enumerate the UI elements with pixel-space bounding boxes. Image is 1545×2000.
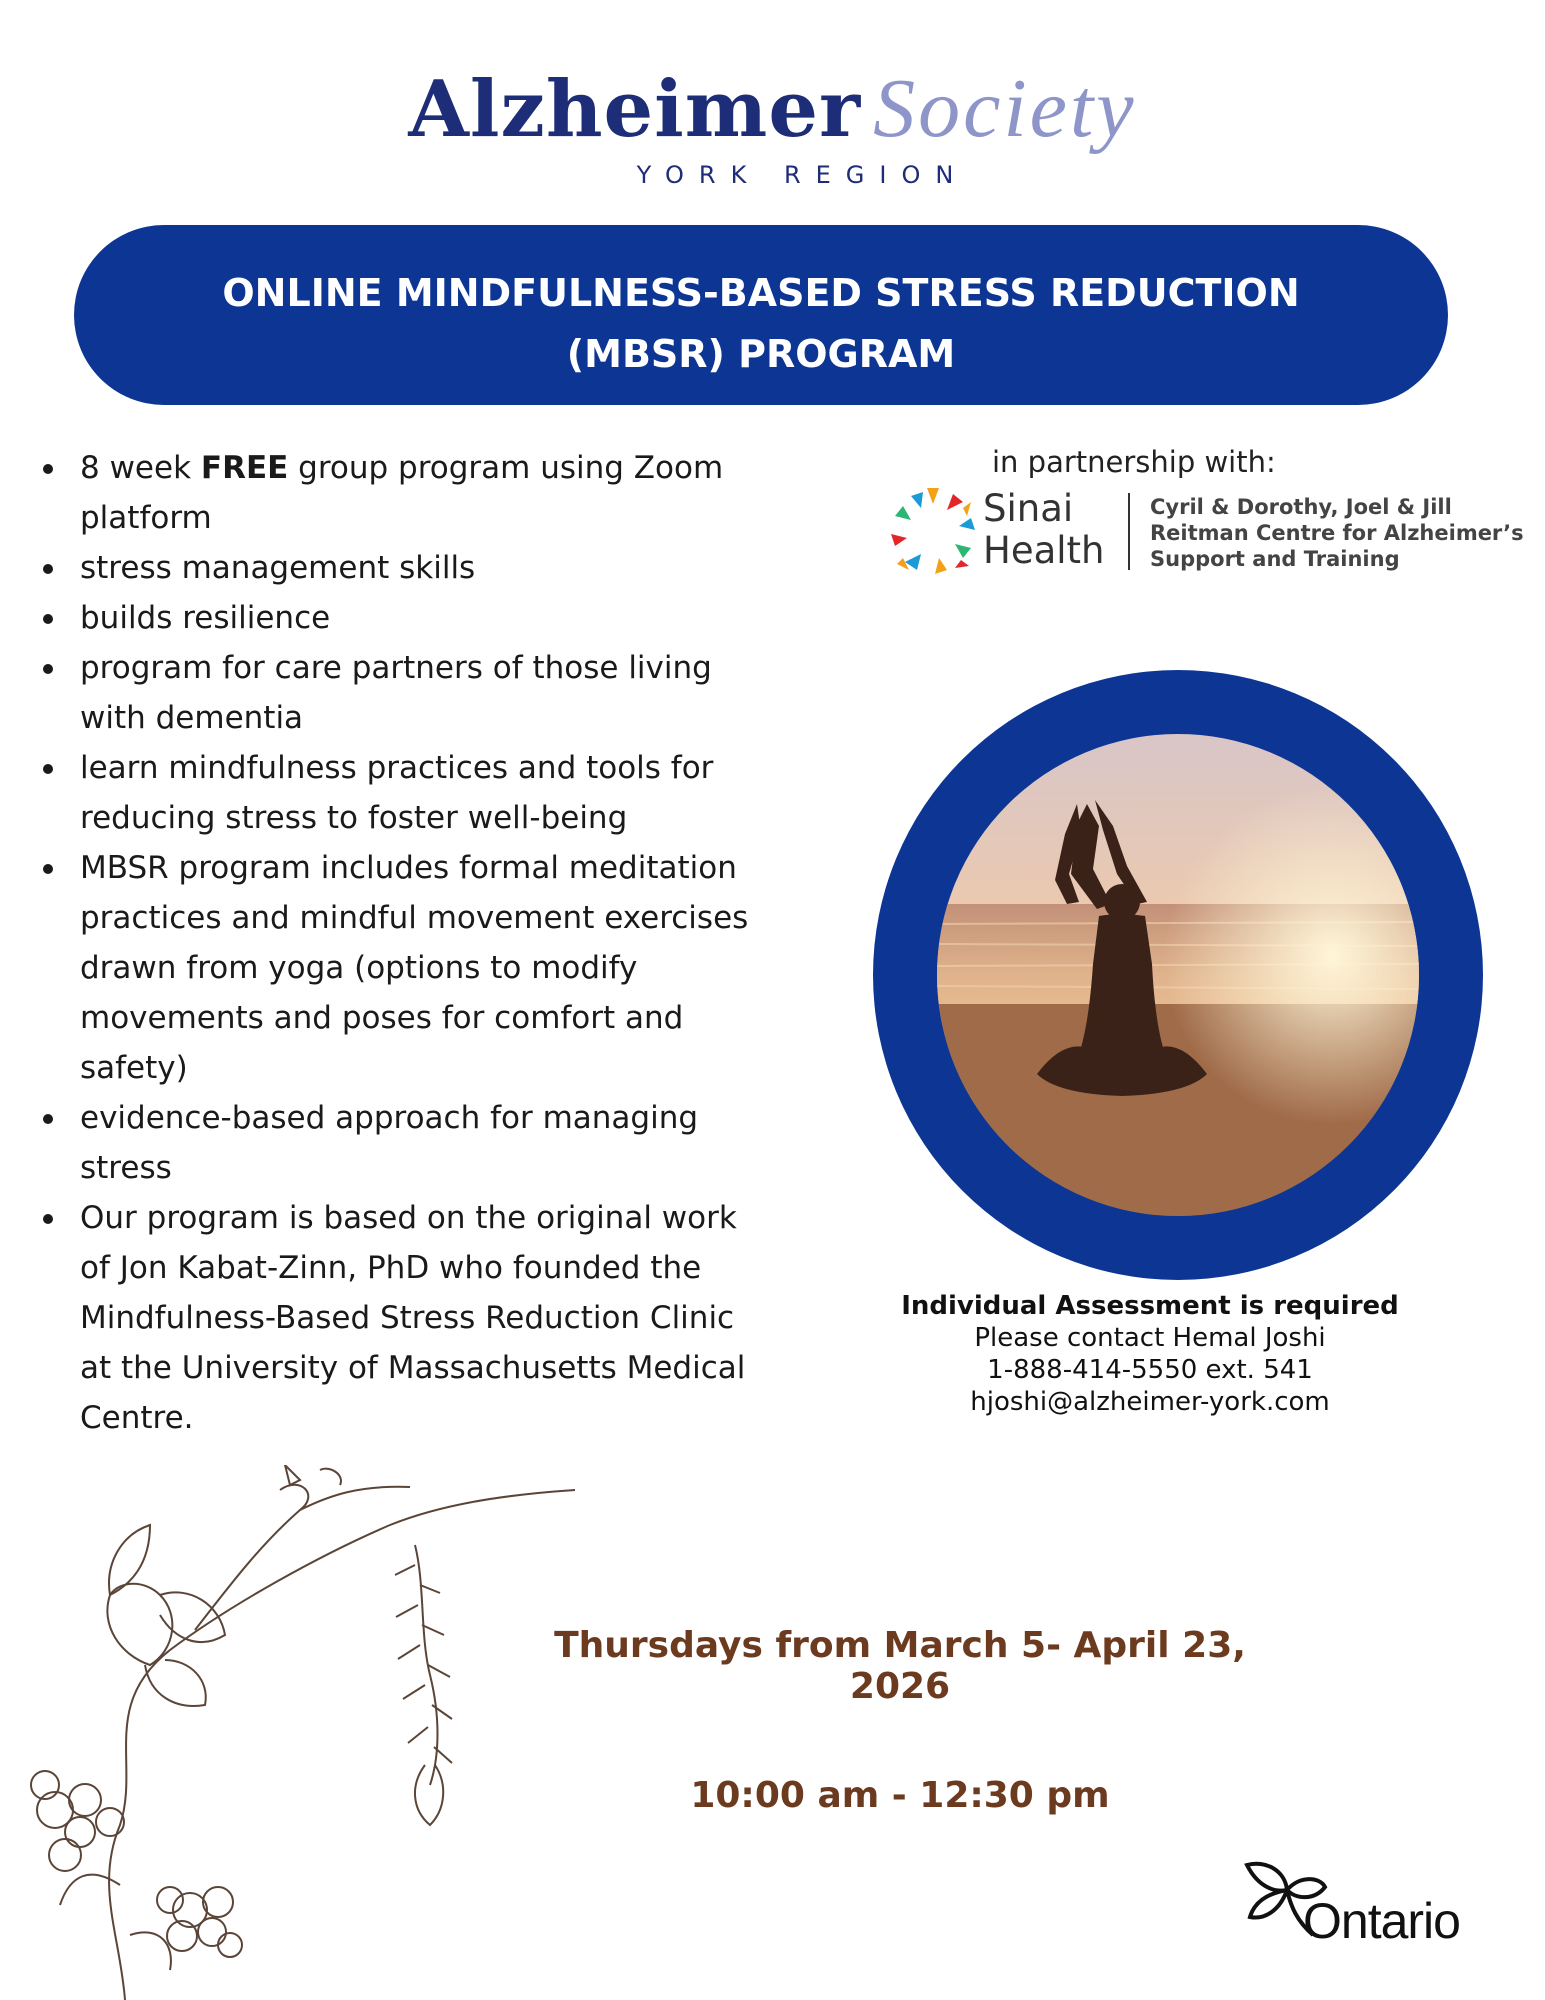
bullet-text-pre: 8 week	[80, 450, 201, 486]
logo-region-text: YORK REGION	[636, 161, 969, 189]
list-item: learn mindfulness practices and tools for reducing stress to foster well-being	[40, 743, 760, 843]
floral-illustration	[0, 1465, 590, 2000]
schedule-block	[520, 1625, 1280, 1816]
program-features-list	[40, 443, 760, 1443]
list-item: stress management skills	[40, 543, 760, 593]
reitman-line2: Reitman Centre for Alzheimer’s	[1150, 521, 1524, 545]
logo-main-text: Alzheimer	[408, 64, 862, 155]
partnership-label: in partnership with:	[992, 445, 1276, 479]
ontario-wordmark: Ontario	[1303, 1893, 1460, 1949]
sinai-health-logo-icon	[873, 482, 993, 582]
list-item: program for care partners of those living with dementia	[40, 643, 760, 743]
program-title: ONLINE MINDFULNESS-BASED STRESS REDUCTION (MBSR) PROGRAM	[222, 271, 1300, 376]
sinai-line2: Health	[983, 529, 1105, 572]
sinai-health-wordmark	[983, 488, 1105, 572]
partner-divider	[1128, 493, 1130, 570]
list-item: MBSR program includes formal meditation practices and mindful movement exercises drawn from yoga (options to modify movements and poses for comfort and safety)	[40, 843, 760, 1093]
contact-block	[870, 1290, 1430, 1418]
logo-script-text: Society	[873, 62, 1137, 155]
list-item: builds resilience	[40, 593, 760, 643]
schedule-time: 10:00 am - 12:30 pm	[690, 1775, 1110, 1816]
bullet-text-post: group program using Zoom platform	[80, 450, 724, 536]
reitman-line1: Cyril & Dorothy, Joel & Jill	[1150, 495, 1452, 519]
list-item: evidence-based approach for managing stress	[40, 1093, 760, 1193]
reitman-line3: Support and Training	[1150, 547, 1400, 571]
photo-frame	[873, 670, 1483, 1280]
bullet-text-bold: FREE	[200, 450, 289, 486]
yoga-beach-photo	[937, 734, 1419, 1216]
list-item: Our program is based on the original work of Jon Kabat-Zinn, PhD who founded the Mindfulness-Based Stress Reduction Clinic at the University of Massachusetts Medical Centre.	[40, 1193, 760, 1443]
reitman-centre-text	[1150, 494, 1524, 572]
schedule-dates: Thursdays from March 5- April 23, 2026	[554, 1625, 1246, 1707]
contact-phone[interactable]: 1-888-414-5550 ext. 541	[987, 1355, 1313, 1385]
contact-name-text: Please contact Hemal Joshi	[974, 1323, 1326, 1353]
program-title-banner	[74, 225, 1448, 405]
list-item	[40, 443, 760, 543]
alzheimer-society-logo	[0, 60, 1545, 189]
assessment-required-text: Individual Assessment is required	[901, 1291, 1399, 1321]
sinai-line1: Sinai	[983, 487, 1074, 530]
contact-email[interactable]: hjoshi@alzheimer-york.com	[970, 1387, 1330, 1417]
